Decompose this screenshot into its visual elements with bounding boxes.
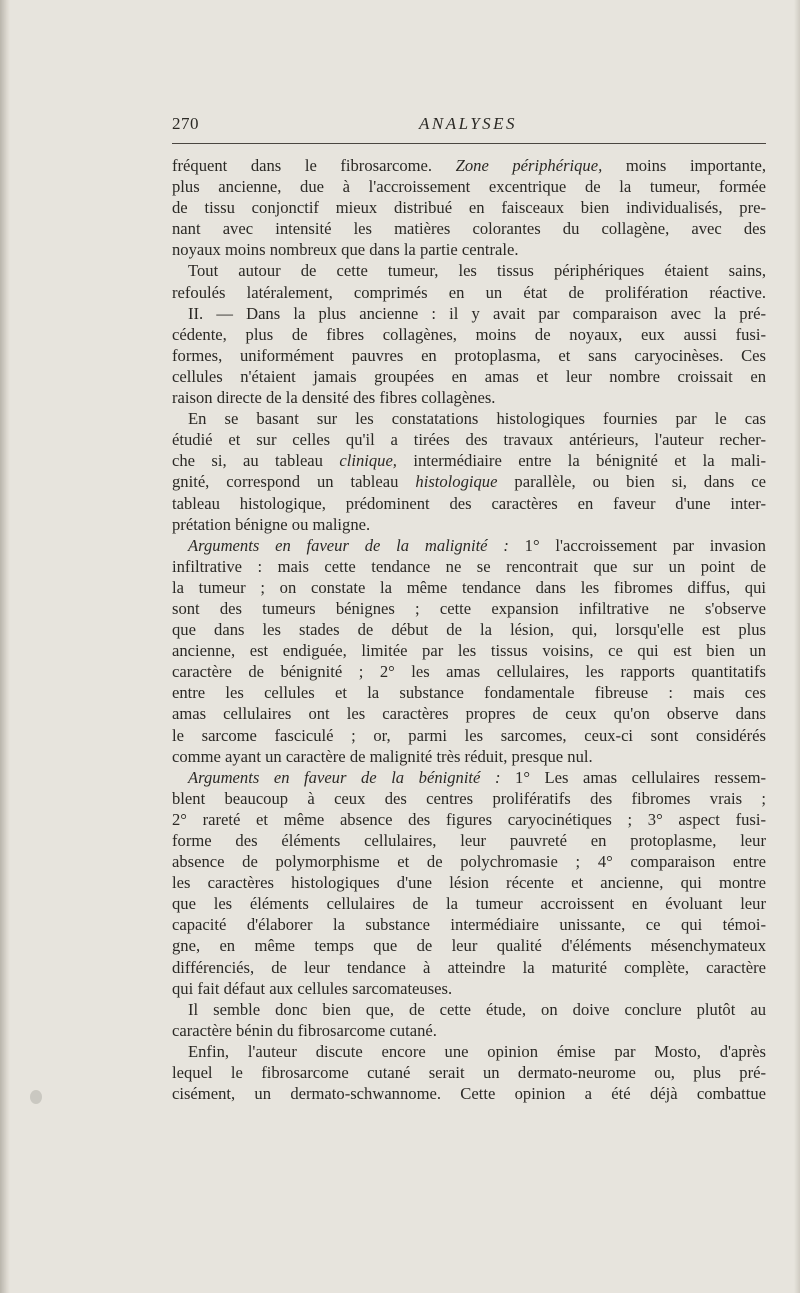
text-line (172, 619, 766, 640)
text-line (172, 556, 766, 577)
text-line (172, 935, 766, 956)
text-line (172, 872, 766, 893)
text-segment: que dans les stades de début de la lésion, qui, lorsqu'elle est plus (172, 620, 766, 640)
text-line (172, 598, 766, 619)
text-line (172, 746, 766, 767)
text-segment: gnité, correspond un tableau (172, 472, 416, 492)
text-segment: blent beaucoup à ceux des centres prolifératifs des fibromes vrais ; (172, 788, 766, 808)
text-segment: cédente, plus de fibres collagènes, moins de noyaux, eux aussi fusi- (172, 324, 766, 344)
text-line (172, 725, 766, 746)
text-segment: ancienne, est endiguée, limitée par les tissus voisins, ce qui est bien un (172, 641, 766, 661)
paper-smudge (30, 1090, 42, 1104)
running-title: ANALYSES (418, 114, 518, 133)
text-line (172, 282, 766, 303)
page-number: 270 (172, 114, 199, 133)
text-segment: cisément, un dermato-schwannome. Cette opinion a été déjà combattue (172, 1084, 766, 1104)
text-segment: Enfin, l'auteur discute encore une opinion émise par Mosto, d'après (188, 1041, 766, 1061)
text-line (172, 1062, 766, 1083)
page-edge-shadow-left (0, 0, 10, 1293)
italic-segment: histologique (415, 472, 498, 492)
page-edge-shadow-right (794, 0, 800, 1293)
text-segment: entre les cellules et la substance fondamentale fibreuse : mais ces (172, 683, 766, 703)
text-segment: le sarcome fasciculé ; or, parmi les sarcomes, ceux-ci sont considérés (172, 725, 766, 745)
text-line (172, 661, 766, 682)
text-segment: caractère bénin du fibrosarcome cutané. (172, 1020, 437, 1040)
text-line (172, 682, 766, 703)
text-line (172, 914, 766, 935)
text-segment: les caractères histologiques d'une lésion récente et ancienne, qui montre (172, 873, 766, 893)
text-line (172, 303, 766, 324)
text-segment: fréquent dans le fibrosarcome. (172, 156, 456, 175)
text-line (172, 176, 766, 197)
text-segment: comme ayant un caractère de malignité très réduit, presque nul. (172, 746, 593, 766)
text-line (172, 324, 766, 345)
italic-segment: Arguments en faveur de la malignité : (188, 535, 509, 555)
text-line (172, 957, 766, 978)
text-line (172, 387, 766, 408)
text-segment: II. — Dans la plus ancienne : il y avait par comparaison avec la pré- (188, 303, 766, 323)
italic-segment: Arguments en faveur de la bénignité : (188, 767, 501, 787)
text-segment: cellules n'étaient jamais groupées en amas et leur nombre croissait en (172, 366, 766, 386)
text-segment: infiltrative : mais cette tendance ne se rencontrait que sur un point de (172, 556, 766, 576)
text-line (172, 535, 766, 556)
italic-segment: clinique, (339, 451, 397, 471)
text-line (172, 450, 766, 471)
text-line (172, 471, 766, 492)
text-segment: formes, uniformément pauvres en protoplasma, et sans caryocinèses. Ces (172, 345, 766, 365)
text-segment: étudié et sur celles qu'il a tirées des travaux antérieurs, l'auteur recher- (172, 430, 766, 450)
text-line (172, 978, 766, 999)
text-segment: gne, en même temps que de leur qualité d'éléments mésenchymateux (172, 936, 766, 956)
italic-segment: Zone périphérique, (455, 156, 603, 175)
text-line (172, 1020, 766, 1041)
text-segment: raison directe de la densité des fibres collagènes. (172, 388, 496, 408)
text-segment: forme des éléments cellulaires, leur pauvreté en protoplasme, leur (172, 831, 766, 850)
text-line (172, 239, 766, 260)
text-segment: qui fait défaut aux cellules sarcomateuses. (172, 978, 453, 998)
text-line (172, 830, 766, 851)
text-line (172, 703, 766, 724)
text-line (172, 999, 766, 1020)
text-line (172, 1083, 766, 1104)
text-line (172, 260, 766, 281)
text-segment: absence de polymorphisme et de polychromasie ; 4° comparaison entre (172, 852, 766, 872)
text-segment: de tissu conjonctif mieux distribué en faisceaux bien individualisés, pre- (172, 198, 766, 218)
text-segment: prétation bénigne ou maligne. (172, 514, 371, 534)
text-line (172, 366, 766, 387)
text-segment: moins importante, (602, 156, 766, 175)
text-segment: Il semble donc bien que, de cette étude, on doive conclure plutôt au (188, 999, 766, 1019)
text-line (172, 577, 766, 598)
header-rule (172, 143, 766, 144)
text-line (172, 640, 766, 661)
text-line (172, 893, 766, 914)
text-segment: 2° rareté et même absence des figures caryocinétiques ; 3° aspect fusi- (172, 809, 766, 829)
text-segment: plus ancienne, due à l'accroissement excentrique de la tumeur, formée (172, 177, 766, 197)
text-segment: la tumeur ; on constate la même tendance dans les fibromes diffus, qui (172, 577, 766, 597)
text-segment: Tout autour de cette tumeur, les tissus périphériques étaient sains, (188, 261, 766, 281)
text-line (172, 788, 766, 809)
text-line (172, 851, 766, 872)
text-segment: que les éléments cellulaires de la tumeur accroissent en évoluant leur (172, 894, 766, 914)
text-segment: nant avec intensité les matières colorantes du collagène, avec des (172, 219, 766, 239)
text-segment: capacité d'élaborer la substance intermédiaire unissante, ce qui témoi- (172, 915, 766, 935)
text-segment: intermédiaire entre la bénignité et la mali- (396, 451, 766, 471)
text-line (172, 809, 766, 830)
page-header (172, 114, 764, 142)
text-segment: che si, au tableau (172, 451, 340, 471)
text-segment: lequel le fibrosarcome cutané serait un dermato-neurome ou, plus pré- (172, 1063, 766, 1083)
text-line (172, 514, 766, 535)
text-segment: tableau histologique, prédominent des caractères en faveur d'une inter- (172, 493, 766, 513)
text-line (172, 345, 766, 366)
text-line (172, 197, 766, 218)
text-segment: 1° Les amas cellulaires ressem- (500, 767, 767, 787)
body-text (172, 155, 766, 1104)
text-segment: noyaux moins nombreux que dans la partie centrale. (172, 240, 519, 260)
text-segment: En se basant sur les constatations histologiques fournies par le cas (188, 409, 766, 429)
text-line (172, 493, 766, 514)
text-line (172, 155, 766, 176)
text-line (172, 1041, 766, 1062)
text-line (172, 767, 766, 788)
text-segment: refoulés latéralement, comprimés en un état de prolifération réactive. (172, 282, 766, 302)
text-line (172, 218, 766, 239)
text-line (172, 408, 766, 429)
text-segment: différenciés, de leur tendance à atteindre la maturité complète, caractère (172, 957, 766, 977)
text-segment: amas cellulaires ont les caractères propres de ceux qu'on observe dans (172, 704, 766, 724)
text-segment: sont des tumeurs bénignes ; cette expansion infiltrative ne s'observe (172, 598, 766, 618)
text-segment: caractère de bénignité ; 2° les amas cellulaires, les rapports quantitatifs (172, 662, 766, 682)
text-segment: parallèle, ou bien si, dans ce (497, 472, 766, 492)
text-line (172, 429, 766, 450)
text-segment: 1° l'accroissement par invasion (508, 535, 766, 555)
